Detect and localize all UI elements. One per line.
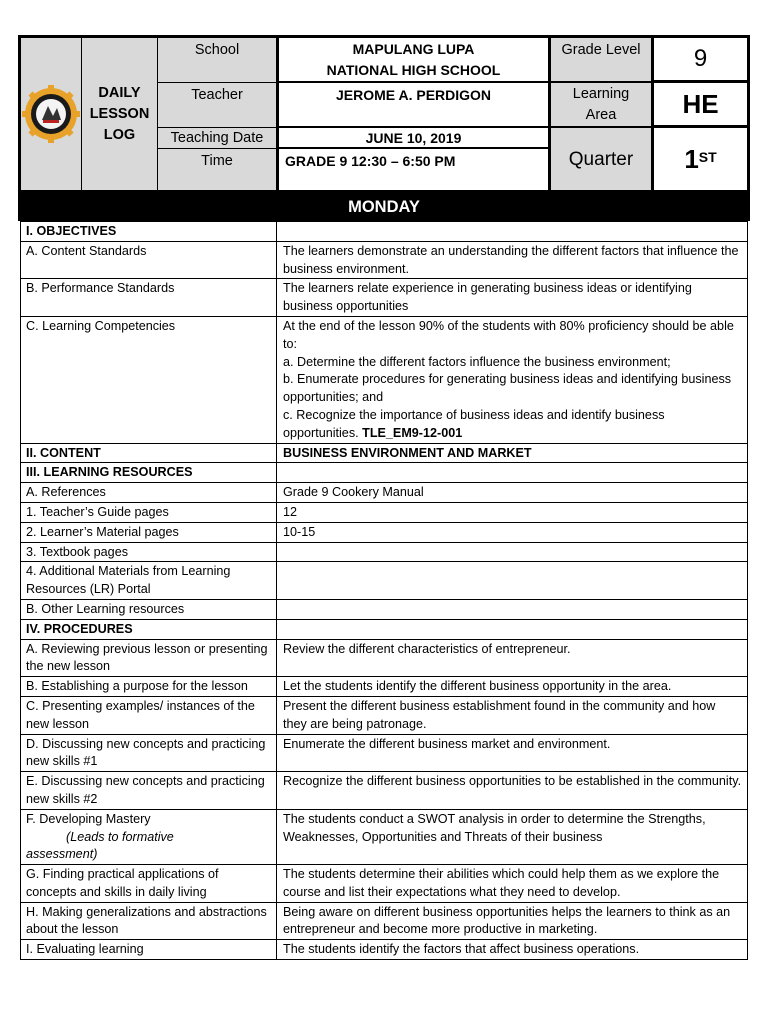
procedure-c-value: Present the different business establishment found in the community and how they are being patronage. <box>277 696 748 734</box>
teachers-guide-label: 1. Teacher’s Guide pages <box>21 502 277 522</box>
quarter-number: 1 <box>684 143 699 174</box>
logo-cell <box>21 38 81 190</box>
performance-standards-label: B. Performance Standards <box>21 279 277 317</box>
table-row <box>21 940 748 960</box>
table-row <box>21 483 748 503</box>
procedures-value <box>277 619 748 639</box>
learning-competencies-label: C. Learning Competencies <box>21 316 277 443</box>
procedure-e-value: Recognize the different business opportunities to be established in the community. <box>277 772 748 810</box>
table-row <box>21 542 748 562</box>
competency-a: a. Determine the different factors influence the business environment; <box>283 354 671 369</box>
table-row <box>21 522 748 542</box>
table-row <box>21 734 748 772</box>
table-row <box>21 279 748 317</box>
table-row <box>21 599 748 619</box>
competency-code: TLE_EM9-12-001 <box>362 425 463 440</box>
class-time: GRADE 9 12:30 – 6:50 PM <box>285 153 456 169</box>
lesson-log-header <box>18 35 750 193</box>
grade-level-value: 9 <box>693 44 708 72</box>
learners-material-value: 10-15 <box>277 522 748 542</box>
table-row <box>21 677 748 697</box>
table-row <box>21 865 748 903</box>
learning-resources-heading: III. LEARNING RESOURCES <box>21 463 277 483</box>
procedure-c-label: C. Presenting examples/ instances of the new lesson <box>21 696 277 734</box>
procedure-h-label: H. Making generalizations and abstractions about the lesson <box>21 902 277 940</box>
content-heading: II. CONTENT <box>21 443 277 463</box>
competency-c-text: c. Recognize the importance of business ideas and identify business opportunities. <box>283 407 665 440</box>
competency-b: b. Enumerate procedures for generating business ideas and identifying business opportunities; and <box>283 372 732 405</box>
procedure-f-value: The students conduct a SWOT analysis in order to determine the Strengths, Weaknesses, Opportunities and Threats of their business <box>277 809 748 864</box>
teaching-date: JUNE 10, 2019 <box>365 129 462 146</box>
other-resources-value <box>277 599 748 619</box>
school-name <box>279 38 548 82</box>
teaching-date-label: Teaching Date <box>158 128 276 148</box>
school-name-line-2: NATIONAL HIGH SCHOOL <box>326 62 501 78</box>
performance-standards-value: The learners relate experience in generating business ideas or identifying business opportunities <box>277 279 748 317</box>
content-standards-label: A. Content Standards <box>21 241 277 279</box>
learning-resources-value <box>277 463 748 483</box>
procedure-f-sub-2: assessment) <box>26 847 98 862</box>
table-row <box>21 639 748 677</box>
quarter-value <box>654 128 747 190</box>
quarter-label: Quarter <box>551 128 651 190</box>
procedure-f-label <box>21 809 277 864</box>
learning-competencies-value <box>277 316 748 443</box>
competency-c <box>283 407 742 443</box>
table-row <box>21 902 748 940</box>
procedure-h-value: Being aware on different business opportunities helps the learners to think as an entrepreneur and become more productive in marketing. <box>277 902 748 940</box>
daily-lesson-log-title <box>82 38 157 190</box>
procedures-heading: IV. PROCEDURES <box>21 619 277 639</box>
title-line-2: LESSON <box>89 105 150 122</box>
title-line-1: DAILY <box>98 84 141 101</box>
procedure-f-sub-1: (Leads to formative <box>66 829 174 844</box>
references-label: A. References <box>21 483 277 503</box>
references-value: Grade 9 Cookery Manual <box>277 483 748 503</box>
procedure-a-label: A. Reviewing previous lesson or presenting the new lesson <box>21 639 277 677</box>
table-row <box>21 463 748 483</box>
quarter-suffix: ST <box>698 148 717 165</box>
objectives-value <box>277 222 748 242</box>
procedure-i-label: I. Evaluating learning <box>21 940 277 960</box>
school-name-line-1: MAPULANG LUPA <box>352 41 475 57</box>
title-line-3: LOG <box>103 126 136 143</box>
procedure-e-label: E. Discussing new concepts and practicing new skills #2 <box>21 772 277 810</box>
table-row <box>21 443 748 463</box>
teacher-label: Teacher <box>158 83 276 127</box>
procedure-b-value: Let the students identify the different business opportunity in the area. <box>277 677 748 697</box>
content-standards-value: The learners demonstrate an understanding the different factors that influence the business environment. <box>277 241 748 279</box>
learning-area-label-line-1: Learning <box>572 86 630 102</box>
table-row <box>21 696 748 734</box>
teachers-guide-value: 12 <box>277 502 748 522</box>
table-row <box>21 222 748 242</box>
procedure-i-value: The students identify the factors that affect business operations. <box>277 940 748 960</box>
teacher-name: JEROME A. PERDIGON <box>335 87 492 103</box>
procedure-g-value: The students determine their abilities which could help them as we explore the course and list their expectations what they need to develop. <box>277 865 748 903</box>
grade-level-label: Grade Level <box>551 38 651 82</box>
school-label: School <box>158 38 276 82</box>
procedure-a-value: Review the different characteristics of entrepreneur. <box>277 639 748 677</box>
textbook-pages-value <box>277 542 748 562</box>
lr-portal-value <box>277 562 748 600</box>
learning-area-label <box>551 83 651 127</box>
procedure-g-label: G. Finding practical applications of concepts and skills in daily living <box>21 865 277 903</box>
competencies-intro: At the end of the lesson 90% of the students with 80% proficiency should be able to: <box>283 318 734 351</box>
table-row <box>21 241 748 279</box>
table-row <box>21 619 748 639</box>
other-resources-label: B. Other Learning resources <box>21 599 277 619</box>
table-row <box>21 316 748 443</box>
table-row <box>21 502 748 522</box>
learning-area-value: HE <box>682 89 719 119</box>
procedure-d-label: D. Discussing new concepts and practicing new skills #1 <box>21 734 277 772</box>
lesson-log-table <box>20 221 748 960</box>
table-row <box>21 562 748 600</box>
school-seal-icon <box>22 73 80 155</box>
procedure-b-label: B. Establishing a purpose for the lesson <box>21 677 277 697</box>
learners-material-label: 2. Learner’s Material pages <box>21 522 277 542</box>
content-value: BUSINESS ENVIRONMENT AND MARKET <box>277 443 748 463</box>
learning-area-label-line-2: Area <box>585 107 617 123</box>
lr-portal-label: 4. Additional Materials from Learning Resources (LR) Portal <box>21 562 277 600</box>
objectives-heading: I. OBJECTIVES <box>21 222 277 242</box>
time-label: Time <box>158 149 276 190</box>
day-header: MONDAY <box>18 193 750 221</box>
textbook-pages-label: 3. Textbook pages <box>21 542 277 562</box>
procedure-d-value: Enumerate the different business market and environment. <box>277 734 748 772</box>
procedure-f-title: F. Developing Mastery <box>26 811 151 826</box>
table-row <box>21 772 748 810</box>
table-row <box>21 809 748 864</box>
